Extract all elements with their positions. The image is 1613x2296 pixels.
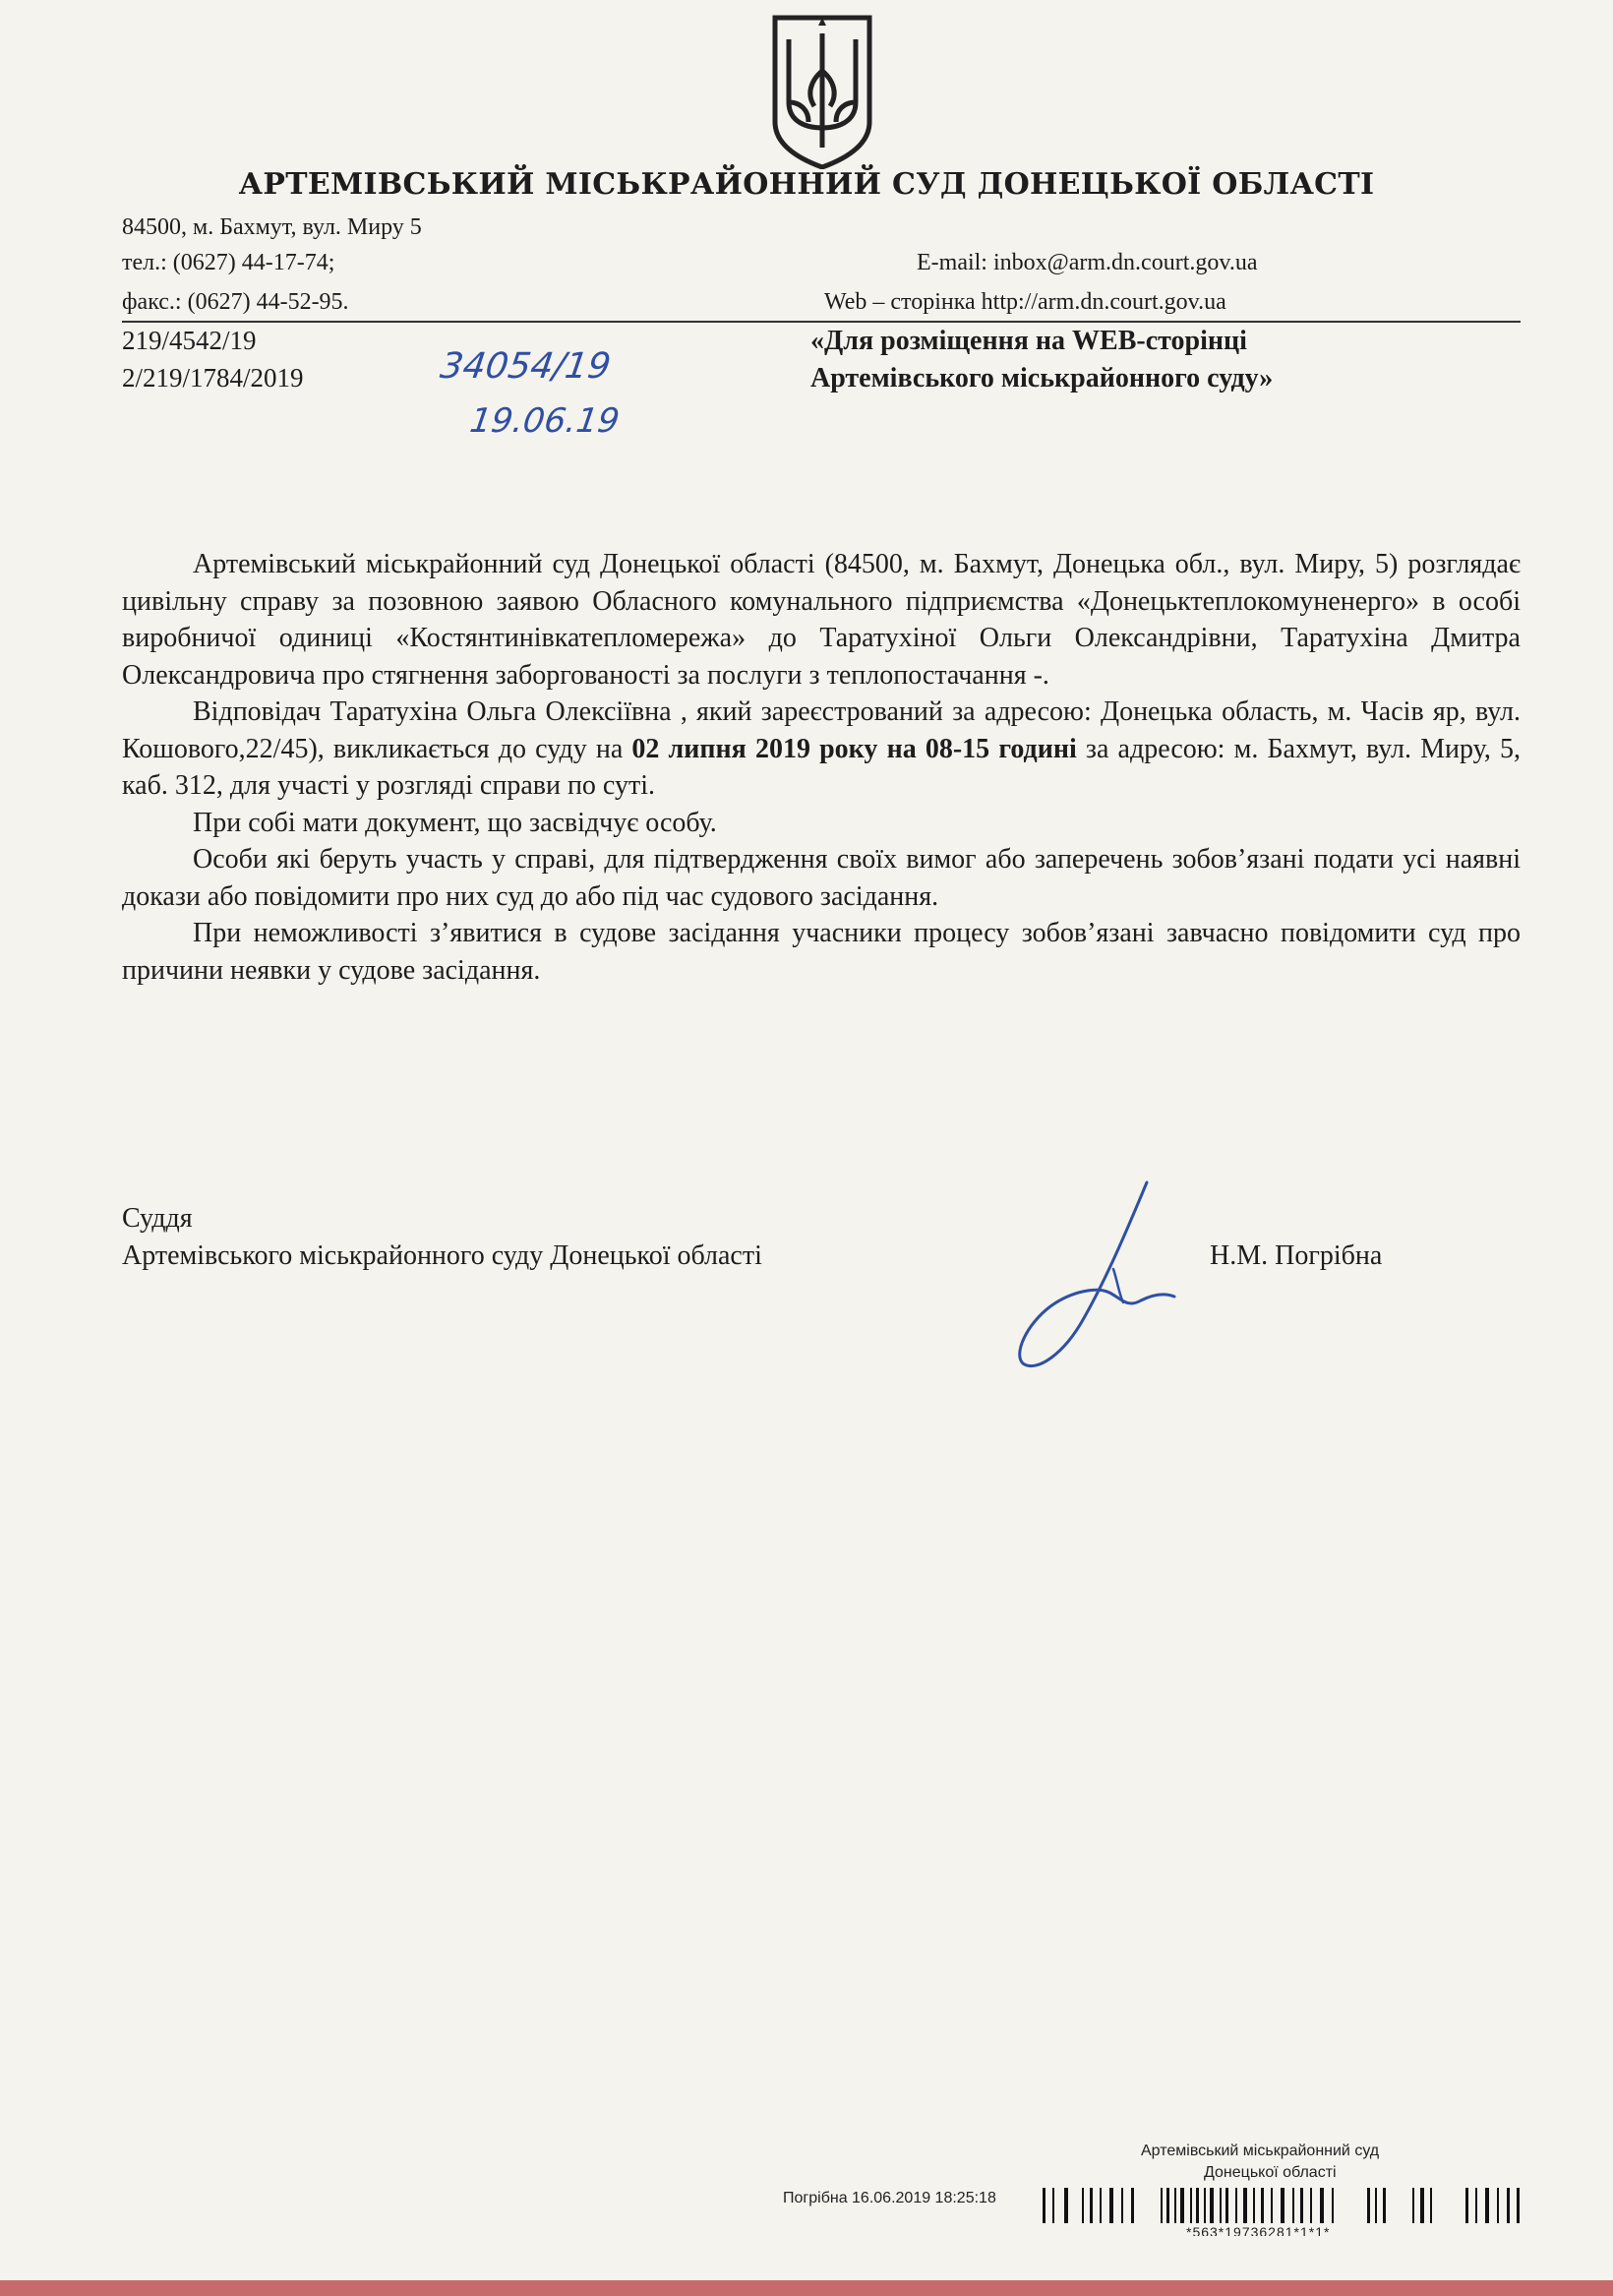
court-phone: тел.: (0627) 44-17-74; xyxy=(122,250,335,275)
recipient-line-1: «Для розміщення на WEB-сторінці xyxy=(810,326,1247,356)
recipient-line-2: Артемівського міськрайонного суду» xyxy=(810,363,1274,393)
signature-court: Артемівського міськрайонного суду Донецької області xyxy=(122,1240,762,1271)
body-paragraph-id-document: При собі мати документ, що засвідчує особу. xyxy=(193,807,717,838)
court-address: 84500, м. Бахмут, вул. Миру 5 xyxy=(122,214,422,240)
stamp-region: Донецької області xyxy=(1204,2164,1337,2181)
summons-text-end: за адресою: м. Бахмут, вул. Миру, 5, каб. 312, для участі у розгляді справи по суті. xyxy=(122,733,1521,801)
summons-body xyxy=(122,546,1521,989)
handwritten-registration-number: 34054/19 xyxy=(438,346,614,387)
barcode-icon xyxy=(1043,2188,1521,2223)
body-paragraph-evidence: Особи які беруть участь у справі, для підтвердження своїх вимог або заперечень зобов’язані подати усі наявні докази або повідомити про них суд до або під час судового засідання. xyxy=(122,844,1521,912)
stamp-registration: Погрібна 16.06.2019 18:25:18 xyxy=(783,2190,996,2206)
signature-scribble-icon xyxy=(993,1171,1190,1377)
body-paragraph-case: Артемівський міськрайонний суд Донецької області (84500, м. Бахмут, Донецька обл., вул. Миру, 5) розглядає цивільну справу за позовною заявою Обласного комунального підприємства «Донецьктеплокомуненерго» в особі виробничої одиниці «Костянтинівкатепломережа» до Таратухіної Ольги Олександрівни, Таратухіна Дмитра Олександровича про стягнення заборгованості за послуги з теплопостачання -. xyxy=(122,549,1521,691)
barcode-text: *563*19736281*1*1* xyxy=(1186,2224,1331,2236)
signature-role: Суддя xyxy=(122,1203,193,1234)
body-paragraph-absence: При неможливості з’явитися в судове засідання учасники процесу зобов’язані завчасно повідомити суд про причини неявки у судове засідання. xyxy=(122,918,1521,986)
scan-edge-border xyxy=(0,2280,1613,2296)
coat-of-arms-icon xyxy=(767,12,877,169)
case-number: 219/4542/19 xyxy=(122,326,257,355)
handwritten-registration-date: 19.06.19 xyxy=(467,401,623,441)
hearing-datetime: 02 липня 2019 року на 08-15 годині xyxy=(631,733,1077,764)
summons-text-start: Відповідач Таратухіна Ольга Олексіївна , який зареєстрований за адресою: Донецька область, м. Часів яр, вул. Кошового,22/45), викликається до суду на xyxy=(122,696,1521,764)
court-fax: факс.: (0627) 44-52-95. xyxy=(122,289,349,315)
stamp-court-name: Артемівський міськрайонний суд xyxy=(1141,2143,1380,2159)
proceeding-number: 2/219/1784/2019 xyxy=(122,363,304,393)
court-website: Web – сторінка http://arm.dn.court.gov.ua xyxy=(824,289,1226,315)
court-email: E-mail: inbox@arm.dn.court.gov.ua xyxy=(917,250,1258,275)
judge-name: Н.М. Погрібна xyxy=(1210,1240,1383,1271)
body-paragraph-summons xyxy=(122,694,1521,805)
court-name-heading: АРТЕМІВСЬКИЙ МІСЬКРАЙОННИЙ СУД ДОНЕЦЬКОЇ ОБЛАСТІ xyxy=(238,167,1375,202)
